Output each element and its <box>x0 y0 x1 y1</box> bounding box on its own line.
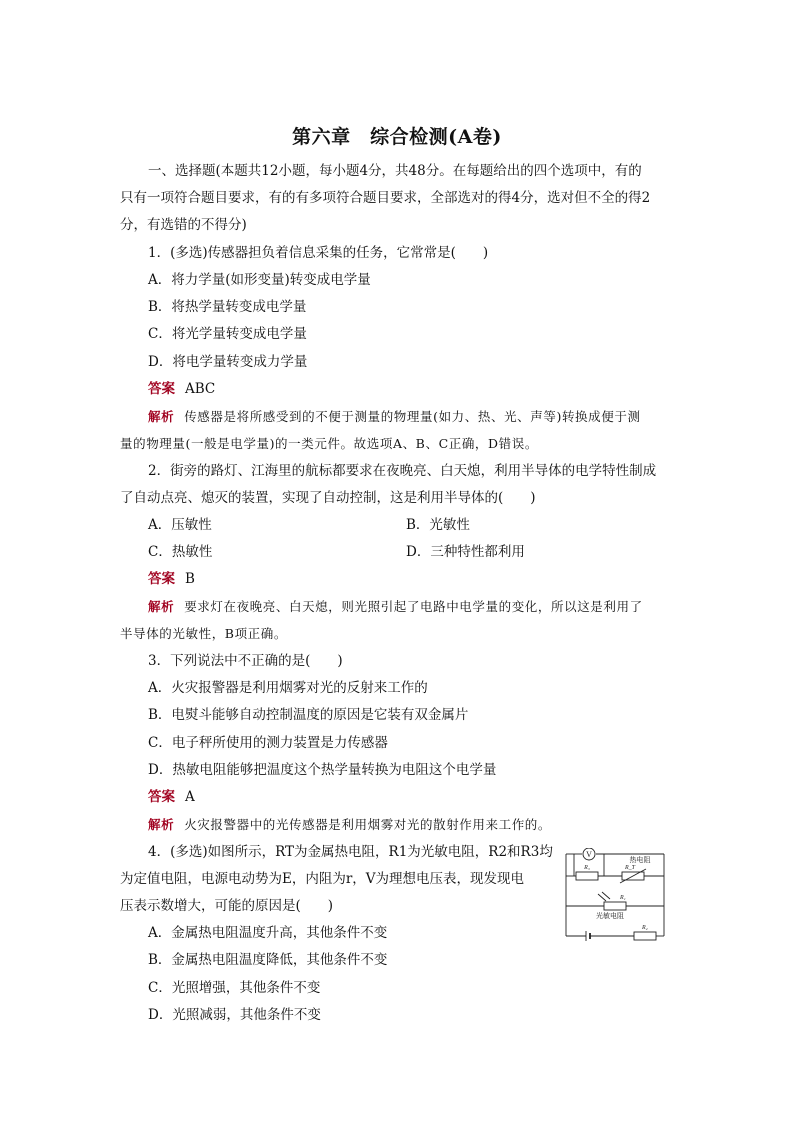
q3-explanation-text: 火灾报警器中的光传感器是利用烟雾对光的散射作用来工作的。 <box>184 817 552 832</box>
q2-stem-line-1: 2．街旁的路灯、江海里的航标都要求在夜晚亮、白天熄，利用半导体的电学特性制成 <box>148 463 657 479</box>
q1-option-a: A．将力学量(如形变量)转变成电学量 <box>148 272 371 288</box>
answer-label: 答案 <box>148 789 175 805</box>
q2-answer-value: B <box>185 571 195 587</box>
q3-option-c: C．电子秤所使用的测力装置是力传感器 <box>148 735 388 751</box>
q3-option-d: D．热敏电阻能够把温度这个热学量转换为电阻这个电学量 <box>148 762 497 778</box>
q4-option-c: C．光照增强，其他条件不变 <box>148 980 321 996</box>
q2-explanation-line-2: 半导体的光敏性，B项正确。 <box>120 626 287 641</box>
q2-option-d: D．三种特性都利用 <box>406 544 525 560</box>
r3-label: R₃ <box>584 865 590 871</box>
q1-option-d: D．将电学量转变成力学量 <box>148 354 308 370</box>
q1-answer-value: ABC <box>185 381 216 397</box>
circuit-diagram <box>560 848 672 944</box>
q2-option-b: B．光敏性 <box>406 517 470 533</box>
q3-option-b: B．电熨斗能够自动控制温度的原因是它装有双金属片 <box>148 707 469 723</box>
q3-stem: 3．下列说法中不正确的是( ) <box>148 653 343 669</box>
explanation-label: 解析 <box>148 817 175 832</box>
q4-stem-line-2: 为定值电阻，电源电动势为E，内阻为r，V为理想电压表，现发现电 <box>120 871 525 887</box>
q2-explanation-line-1 <box>148 598 643 616</box>
q3-answer <box>148 788 195 806</box>
q3-explanation-line-1 <box>148 816 551 834</box>
q2-explanation-text: 要求灯在夜晚亮、白天熄，则光照引起了电路中电学量的变化，所以这是利用了 <box>184 599 643 614</box>
explanation-label: 解析 <box>148 409 175 424</box>
q2-option-c: C．热敏性 <box>148 544 213 560</box>
r3-resistor-icon <box>576 872 598 880</box>
page-title: 第六章 综合检测(A卷) <box>292 126 502 148</box>
light-arrow-icon <box>598 894 606 901</box>
thermal-resistor-label: 热电阻 <box>629 856 651 864</box>
q1-stem: 1．(多选)传感器担负着信息采集的任务，它常常是( ) <box>148 245 489 261</box>
q1-explanation-text: 传感器是将所感受到的不便于测量的物理量(如力、热、光、声等)转换成便于测 <box>184 409 641 424</box>
q3-option-a: A．火灾报警器是利用烟雾对光的反射来工作的 <box>148 680 428 696</box>
q1-answer <box>148 380 215 398</box>
r1-label: R₁ <box>620 895 626 901</box>
r1-photoresistor-icon <box>604 902 626 910</box>
q2-stem-line-2: 了自动点亮、熄灭的装置，实现了自动控制，这是利用半导体的( ) <box>120 490 536 506</box>
voltmeter-label: V <box>586 850 592 859</box>
q1-option-c: C．将光学量转变成电学量 <box>148 326 307 342</box>
r2-label: R₂ <box>642 925 648 931</box>
q2-option-a: A．压敏性 <box>148 517 212 533</box>
q2-answer <box>148 570 195 588</box>
section-intro-line-2: 只有一项符合题目要求，有的有多项符合题目要求，全部选对的得4分，选对但不全的得2 <box>120 190 651 206</box>
q4-option-a: A．金属热电阻温度升高，其他条件不变 <box>148 925 388 941</box>
q4-option-d: D．光照减弱，其他条件不变 <box>148 1007 321 1023</box>
q1-option-b: B．将热学量转变成电学量 <box>148 299 307 315</box>
thermistor-arrow <box>620 869 646 883</box>
answer-label: 答案 <box>148 571 175 587</box>
light-arrow-icon <box>602 892 610 899</box>
explanation-label: 解析 <box>148 599 175 614</box>
rt-label: R_T <box>624 865 636 871</box>
q4-stem-line-3: 压表示数增大，可能的原因是( ) <box>120 898 334 914</box>
answer-label: 答案 <box>148 381 175 397</box>
photoresistor-label: 光敏电阻 <box>596 912 624 920</box>
r2-resistor-icon <box>634 932 656 940</box>
q4-option-b: B．金属热电阻温度降低，其他条件不变 <box>148 952 388 968</box>
section-intro-line-3: 分，有选错的不得分) <box>120 217 247 233</box>
q1-explanation-line-2: 量的物理量(一般是电学量)的一类元件。故选项A、B、C正确，D错误。 <box>120 436 538 451</box>
q3-answer-value: A <box>185 789 195 805</box>
q1-explanation-line-1 <box>148 408 641 426</box>
q4-stem-line-1: 4．(多选)如图所示，RT为金属热电阻，R1为光敏电阻，R2和R3均 <box>148 844 553 860</box>
section-intro-line-1: 一、选择题(本题共12小题，每小题4分，共48分。在每题给出的四个选项中，有的 <box>148 163 642 179</box>
